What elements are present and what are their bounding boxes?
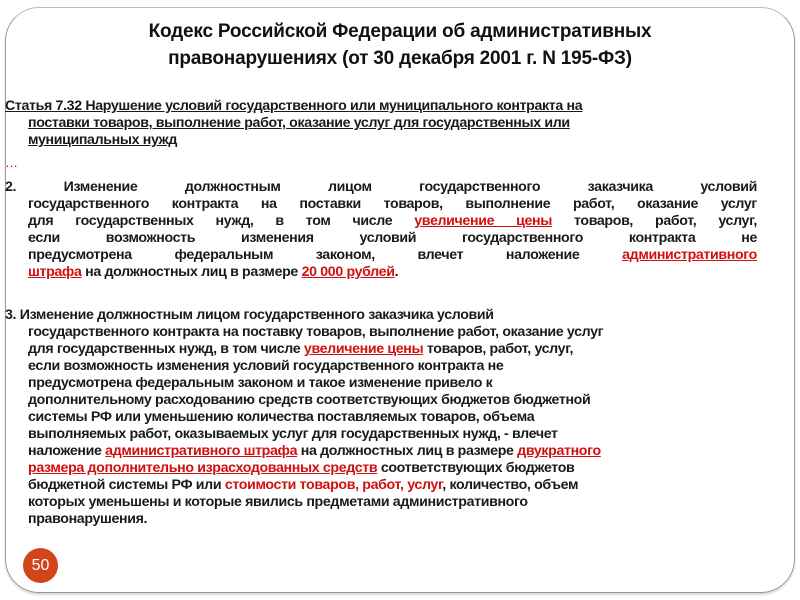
text-line <box>5 98 757 115</box>
title-line: правонарушениях (от 30 декабря 2001 г. N 195-ФЗ) <box>168 48 632 69</box>
text-segment: дополнительному расходованию средств соответствующих бюджетов бюджетной <box>28 392 591 408</box>
text-line <box>5 230 757 247</box>
text-segment: поставки товаров, выполнение работ, оказание услуг для государственных или <box>28 115 570 131</box>
highlighted-text: 20 000 рублей <box>301 264 395 280</box>
ellipsis: … <box>5 155 18 170</box>
text-segment: на должностных лиц в размере <box>81 264 302 280</box>
text-line <box>5 494 757 511</box>
text-segment: предусмотрена федеральным законом и такое изменение привело к <box>28 375 493 391</box>
text-segment: если возможность изменения условий государственного контракта не <box>28 358 504 374</box>
text-line <box>5 375 757 392</box>
highlighted-text: штрафа <box>28 264 82 280</box>
text-segment: для государственных нужд, в том числе <box>28 213 415 229</box>
paragraph-2 <box>5 179 757 281</box>
text-segment: правонарушения. <box>28 511 148 527</box>
text-line <box>5 426 757 443</box>
text-segment: бюджетной системы РФ или <box>28 477 225 493</box>
text-segment: на должностных лиц в размере <box>297 443 518 459</box>
highlighted-text: увеличение цены <box>303 341 424 357</box>
slide-title <box>0 18 800 72</box>
text-line <box>5 511 757 528</box>
text-segment: для государственных нужд, в том числе <box>28 341 304 357</box>
text-line <box>5 132 757 149</box>
text-line <box>5 358 757 375</box>
text-segment: муниципальных нужд <box>28 132 178 148</box>
text-segment: государственного контракта на поставку товаров, выполнение работ, оказание услуг <box>28 324 604 340</box>
highlighted-text: увеличение цены <box>414 213 552 229</box>
text-line <box>5 307 757 324</box>
text-line <box>5 443 757 460</box>
text-segment: 3. Изменение должностным лицом государственного заказчика условий <box>5 307 494 323</box>
text-segment: наложение <box>28 443 106 459</box>
text-segment: соответствующих бюджетов <box>377 460 575 476</box>
text-segment: если возможность изменения условий государственного контракта не <box>28 230 757 246</box>
text-line <box>5 115 757 132</box>
text-line <box>5 460 757 477</box>
highlighted-text: административного <box>622 247 757 263</box>
highlighted-text: административного штрафа <box>105 443 298 459</box>
text-segment: которых уменьшены и которые явились предметами административного <box>28 494 528 510</box>
highlighted-text: размера дополнительно израсходованных средств <box>28 460 378 476</box>
text-segment: товаров, работ, услуг, <box>552 213 757 229</box>
text-line <box>5 477 757 494</box>
text-segment: государственного контракта на поставки товаров, выполнение работ, оказание услуг <box>28 196 757 212</box>
text-segment: Статья 7.32 Нарушение условий государственного или муниципального контракта на <box>5 98 583 114</box>
highlighted-text: двукратного <box>517 443 601 459</box>
text-line <box>5 247 757 264</box>
text-segment: 2. Изменение должностным лицом государственного заказчика условий <box>5 179 757 195</box>
text-segment: выполняемых работ, оказываемых услуг для государственных нужд, - влечет <box>28 426 558 442</box>
text-segment: предусмотрена федеральным законом, влечет наложение <box>28 247 623 263</box>
article-heading <box>5 98 757 149</box>
title-line: Кодекс Российской Федерации об административных <box>148 21 652 42</box>
text-segment: , количество, объем <box>442 477 579 493</box>
text-line <box>5 196 757 213</box>
text-segment: системы РФ или уменьшению количества поставляемых товаров, объема <box>28 409 535 425</box>
text-line <box>5 213 757 230</box>
text-line <box>5 392 757 409</box>
text-line <box>5 264 757 281</box>
text-segment: . <box>394 264 399 280</box>
text-line <box>5 179 757 196</box>
slide-number-badge: 50 <box>23 548 58 583</box>
paragraph-3 <box>5 307 757 528</box>
text-line <box>5 341 757 358</box>
text-line <box>5 409 757 426</box>
text-line <box>5 324 757 341</box>
highlighted-text: стоимости товаров, работ, услуг <box>224 477 443 493</box>
text-segment: товаров, работ, услуг, <box>423 341 574 357</box>
